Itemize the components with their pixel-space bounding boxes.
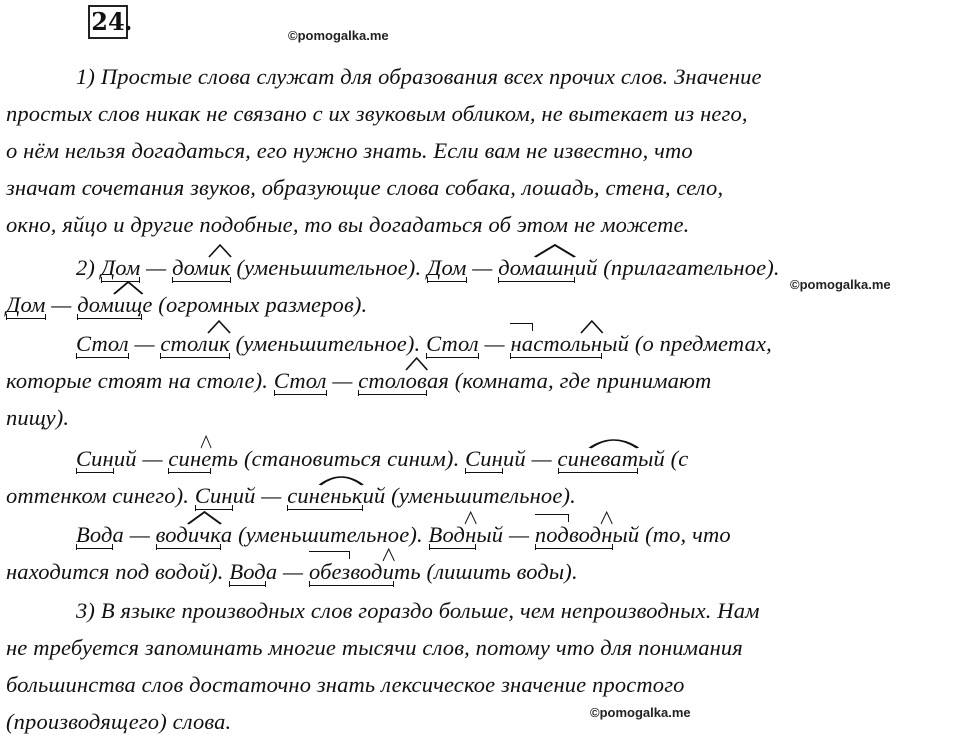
word-sinenkiy: синеньк ий [287,483,385,510]
text-line: значат сочетания звуков, образующие слова собака, лошадь, стена, село, [6,175,724,200]
word-stol: Стол [426,331,479,356]
word-vodnyy: Водн ый [429,522,504,549]
text-line: большинства слов достаточно знать лексическое значение простого [6,672,685,697]
word-domishche: домищ е [77,292,152,319]
text-line: Стол — столик (уменьшительное). Стол — настольн ый (о предметах, [76,331,772,358]
word-domik: домик [172,255,231,282]
word-stol: Стол [76,331,129,356]
watermark: ©pomogalka.me [288,28,389,43]
text-line: простых слов никак не связано с их звуковым обликом, не вытекает из него, [6,101,748,126]
word-nastolnyy: настольн ый [510,331,629,358]
word-obezvodit: обезводи ть [309,559,421,586]
text-line: Вода — водичк а (уменьшительное). Водн ый — подводн ый (то, что [76,522,731,549]
word-stol: Стол [273,368,327,393]
word-voda: Вода [76,522,124,547]
text-line: не требуется запоминать многие тысячи слов, потому что для понимания [6,635,743,660]
text-line: оттенком синего). Синий — синеньк ий (уменьшительное). [6,483,576,510]
word-podvodnyy: подводн ый [535,522,639,549]
word-vodichka: водичк а [156,522,233,549]
watermark: ©pomogalka.me [790,277,891,292]
text-line: Синий — сине ть (становиться синим). Синий — синеват ый (с [76,446,688,473]
text-line: о нём нельзя догадаться, его нужно знать. Если вам не известно, что [6,138,693,163]
word-stolik: столик [160,331,229,358]
text-line: находится под водой). Вода — обезводи ть (лишить воды). [6,559,578,586]
word-domashniy: домашн ий [498,255,597,282]
text-line: (производящего) слова. [6,709,232,734]
word-dom: Дом [427,255,467,280]
text-line: которые стоят на столе). Стол — столов ая (комната, где принимают [6,368,711,395]
watermark: ©pomogalka.me [590,705,691,720]
word-voda: Вода [229,559,278,584]
word-dom: Дом [100,255,141,280]
exercise-number: 24 [88,5,128,39]
text-line: 3) В языке производных слов гораздо больше, чем непроизводных. Нам [76,598,760,623]
word-siniy: Синий [194,483,256,508]
exercise-number-dot: . [124,7,133,36]
word-sinet: сине ть [168,446,238,473]
text-line: Дом — домищ е (огромных размеров). [6,292,367,319]
word-sinevatyy: синеват ый [558,446,665,473]
text-line: пищу). [6,405,70,430]
word-siniy: Синий [465,446,526,471]
text-line: окно, яйцо и другие подобные, то вы догадаться об этом не можете. [6,212,690,237]
text-line: 2) Дом — домик (уменьшительное). Дом — домашн ий (прилагательное). [76,255,780,282]
word-siniy: Синий [76,446,137,471]
word-stolovaya: столов ая [358,368,449,395]
word-dom: Дом [6,292,46,317]
text-line: 1) Простые слова служат для образования всех прочих слов. Значение [76,64,762,89]
